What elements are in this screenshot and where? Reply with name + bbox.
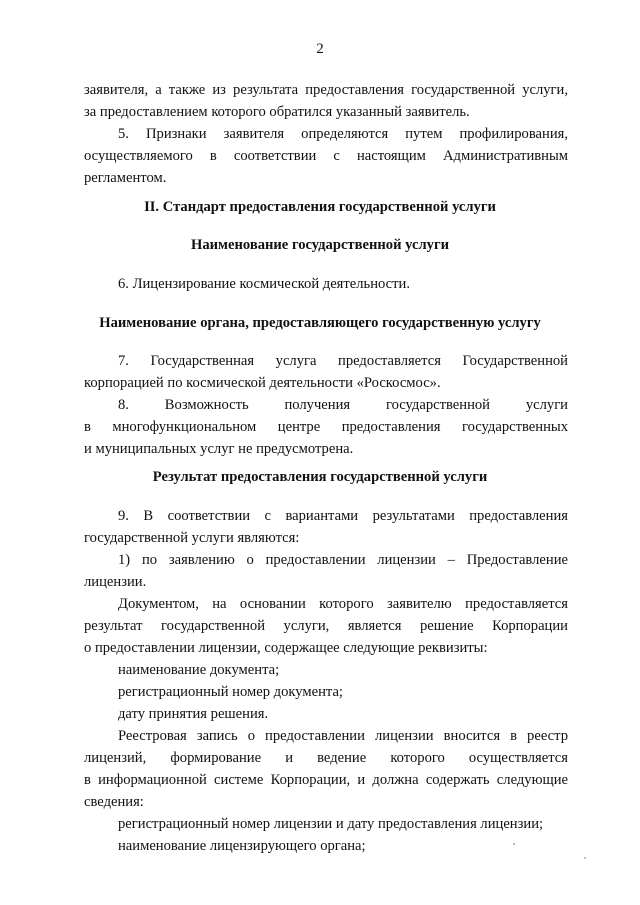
paragraph-line: регламентом. xyxy=(84,170,167,186)
subsection-heading: Наименование государственной услуги xyxy=(191,237,449,253)
list-item: наименование документа; xyxy=(118,662,280,678)
section-heading: II. Стандарт предоставления государственной услуги xyxy=(144,199,496,215)
paragraph-line: лицензии. xyxy=(84,574,147,590)
list-item: наименование лицензирующего органа; xyxy=(118,838,366,854)
paragraph-line: 1) по заявлению о предоставлении лицензии – Предоставление xyxy=(118,552,568,568)
subsection-heading: Результат предоставления государственной услуги xyxy=(152,469,488,485)
paragraph-line: 8. Возможность получения государственной услуги xyxy=(118,397,568,413)
list-item: дату принятия решения. xyxy=(118,706,269,722)
subsection-heading: Наименование органа, предоставляющего государственную услугу xyxy=(99,315,541,331)
list-item: регистрационный номер документа; xyxy=(118,684,343,700)
list-item: регистрационный номер лицензии и дату предоставления лицензии; xyxy=(118,816,544,832)
paragraph-line: лицензий, формирование и ведение которого осуществляется xyxy=(84,750,568,766)
paragraph-line: 6. Лицензирование космической деятельности. xyxy=(118,276,410,292)
paragraph-line: и муниципальных услуг не предусмотрена. xyxy=(84,441,354,457)
scan-speck xyxy=(584,857,586,859)
paragraph-line: 9. В соответствии с вариантами результатами предоставления xyxy=(118,508,568,524)
paragraph-line: осуществляемого в соответствии с настоящим Административным xyxy=(84,148,568,164)
paragraph-line: 5. Признаки заявителя определяются путем профилирования, xyxy=(118,126,568,142)
paragraph-line: в информационной системе Корпорации, и должна содержать следующие xyxy=(84,772,568,788)
page-number: 2 xyxy=(316,41,324,57)
paragraph-line: о предоставлении лицензии, содержащее следующие реквизиты: xyxy=(84,640,488,656)
paragraph-line: заявителя, а также из результата предоставления государственной услуги, xyxy=(84,82,568,98)
paragraph-line: Документом, на основании которого заявителю предоставляется xyxy=(118,596,568,612)
paragraph-line: корпорацией по космической деятельности «Роскосмос». xyxy=(84,375,441,391)
paragraph-line: за предоставлением которого обратился указанный заявитель. xyxy=(84,104,470,120)
paragraph-line: 7. Государственная услуга предоставляется Государственной xyxy=(118,353,568,369)
paragraph-line: Реестровая запись о предоставлении лицензии вносится в реестр xyxy=(118,728,568,744)
paragraph-line: в многофункциональном центре предоставления государственных xyxy=(84,419,568,435)
paragraph-line: сведения: xyxy=(84,794,144,810)
paragraph-line: результат государственной услуги, является решение Корпорации xyxy=(84,618,568,634)
scan-speck xyxy=(513,843,515,845)
paragraph-line: государственной услуги являются: xyxy=(84,530,300,546)
